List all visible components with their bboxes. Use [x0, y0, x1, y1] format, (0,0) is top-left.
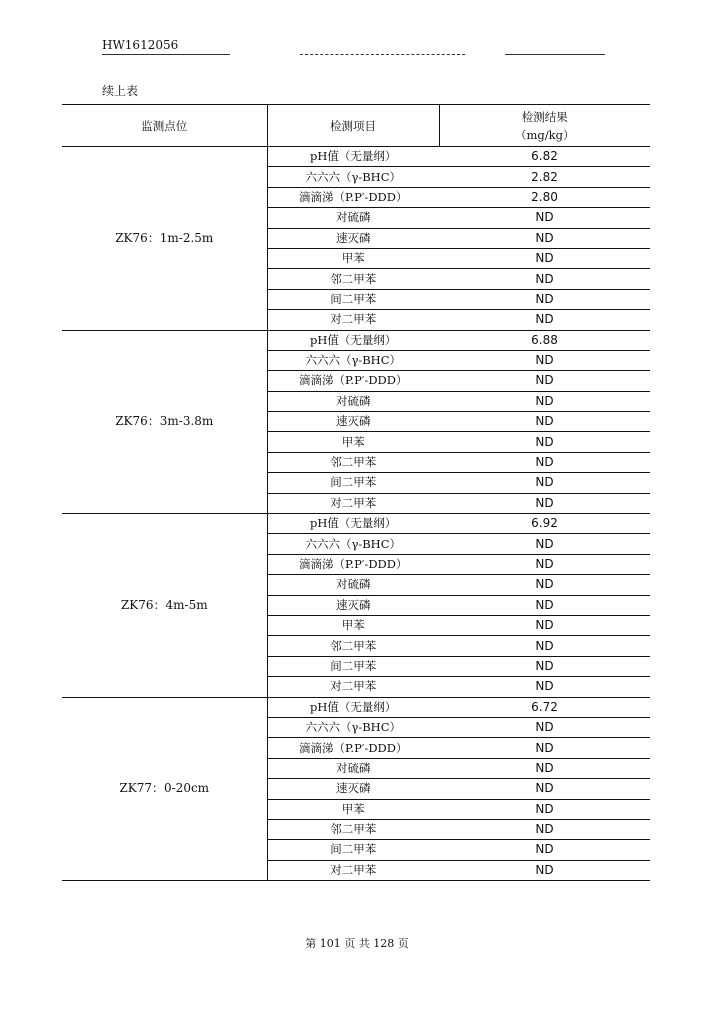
result-cell: ND — [439, 656, 650, 676]
item-cell: 对硫磷 — [267, 391, 439, 411]
location-cell: ZK76：4m-5m — [62, 514, 267, 698]
item-cell: 邻二甲苯 — [267, 819, 439, 839]
result-cell: ND — [439, 595, 650, 615]
item-cell: 对硫磷 — [267, 575, 439, 595]
header-item: 检测项目 — [267, 105, 439, 147]
table-body — [62, 147, 650, 881]
item-cell: 对二甲苯 — [267, 860, 439, 880]
item-cell: 邻二甲苯 — [267, 636, 439, 656]
item-cell: 六六六（γ-BHC） — [267, 717, 439, 737]
result-cell: 6.82 — [439, 147, 650, 167]
results-table — [62, 104, 650, 881]
result-cell: ND — [439, 799, 650, 819]
item-cell: 间二甲苯 — [267, 473, 439, 493]
result-cell: ND — [439, 310, 650, 330]
result-cell: ND — [439, 758, 650, 778]
header-rule-right — [505, 54, 605, 55]
item-cell: 滴滴涕（P.P′-DDD） — [267, 371, 439, 391]
table-row — [62, 697, 650, 717]
result-cell: ND — [439, 615, 650, 635]
item-cell: 对二甲苯 — [267, 310, 439, 330]
result-cell: ND — [439, 350, 650, 370]
item-cell: pH值（无量纲） — [267, 147, 439, 167]
result-cell: ND — [439, 636, 650, 656]
item-cell: 六六六（γ-BHC） — [267, 350, 439, 370]
item-cell: 速灭磷 — [267, 412, 439, 432]
header-rule-left — [102, 54, 230, 55]
result-cell: 6.88 — [439, 330, 650, 350]
result-cell: ND — [439, 738, 650, 758]
item-cell: pH值（无量纲） — [267, 697, 439, 717]
item-cell: 对二甲苯 — [267, 677, 439, 697]
result-cell: ND — [439, 779, 650, 799]
item-cell: 速灭磷 — [267, 779, 439, 799]
table-row — [62, 147, 650, 167]
header-result-unit: （mg/kg） — [515, 127, 575, 142]
item-cell: 间二甲苯 — [267, 656, 439, 676]
item-cell: 邻二甲苯 — [267, 269, 439, 289]
result-cell: ND — [439, 452, 650, 472]
item-cell: 滴滴涕（P.P′-DDD） — [267, 554, 439, 574]
item-cell: 滴滴涕（P.P′-DDD） — [267, 738, 439, 758]
item-cell: 速灭磷 — [267, 228, 439, 248]
item-cell: 六六六（γ-BHC） — [267, 534, 439, 554]
result-cell: ND — [439, 677, 650, 697]
result-cell: ND — [439, 269, 650, 289]
item-cell: 速灭磷 — [267, 595, 439, 615]
item-cell: 对硫磷 — [267, 758, 439, 778]
result-cell: ND — [439, 432, 650, 452]
doc-id: HW1612056 — [102, 38, 179, 52]
result-cell: ND — [439, 493, 650, 513]
result-cell: ND — [439, 554, 650, 574]
item-cell: pH值（无量纲） — [267, 330, 439, 350]
subtitle: 续上表 — [102, 84, 139, 98]
header-location: 监测点位 — [62, 105, 267, 147]
result-cell: ND — [439, 860, 650, 880]
result-cell: ND — [439, 289, 650, 309]
result-cell: 2.82 — [439, 167, 650, 187]
item-cell: 甲苯 — [267, 799, 439, 819]
item-cell: 间二甲苯 — [267, 289, 439, 309]
location-cell: ZK76：3m-3.8m — [62, 330, 267, 514]
item-cell: 六六六（γ-BHC） — [267, 167, 439, 187]
table-header-row — [62, 105, 650, 147]
item-cell: 对二甲苯 — [267, 493, 439, 513]
result-cell: ND — [439, 840, 650, 860]
location-cell: ZK77：0-20cm — [62, 697, 267, 881]
result-cell: ND — [439, 371, 650, 391]
result-cell: ND — [439, 717, 650, 737]
item-cell: 滴滴涕（P.P′-DDD） — [267, 187, 439, 207]
item-cell: 甲苯 — [267, 615, 439, 635]
table-row — [62, 330, 650, 350]
location-cell: ZK76：1m-2.5m — [62, 147, 267, 331]
result-cell: ND — [439, 575, 650, 595]
item-cell: 甲苯 — [267, 248, 439, 268]
item-cell: 对硫磷 — [267, 208, 439, 228]
result-cell: ND — [439, 391, 650, 411]
header-result — [439, 105, 650, 147]
result-cell: ND — [439, 248, 650, 268]
header-result-title: 检测结果 — [521, 109, 568, 124]
result-cell: ND — [439, 819, 650, 839]
result-cell: 6.72 — [439, 697, 650, 717]
item-cell: pH值（无量纲） — [267, 514, 439, 534]
item-cell: 甲苯 — [267, 432, 439, 452]
result-cell: ND — [439, 208, 650, 228]
item-cell: 间二甲苯 — [267, 840, 439, 860]
result-cell: ND — [439, 473, 650, 493]
item-cell: 邻二甲苯 — [267, 452, 439, 472]
page-number: 第 101 页 共 128 页 — [305, 937, 409, 950]
header-rule-middle — [300, 54, 465, 55]
result-cell: ND — [439, 412, 650, 432]
result-cell: 6.92 — [439, 514, 650, 534]
result-cell: 2.80 — [439, 187, 650, 207]
table-row — [62, 514, 650, 534]
result-cell: ND — [439, 228, 650, 248]
result-cell: ND — [439, 534, 650, 554]
